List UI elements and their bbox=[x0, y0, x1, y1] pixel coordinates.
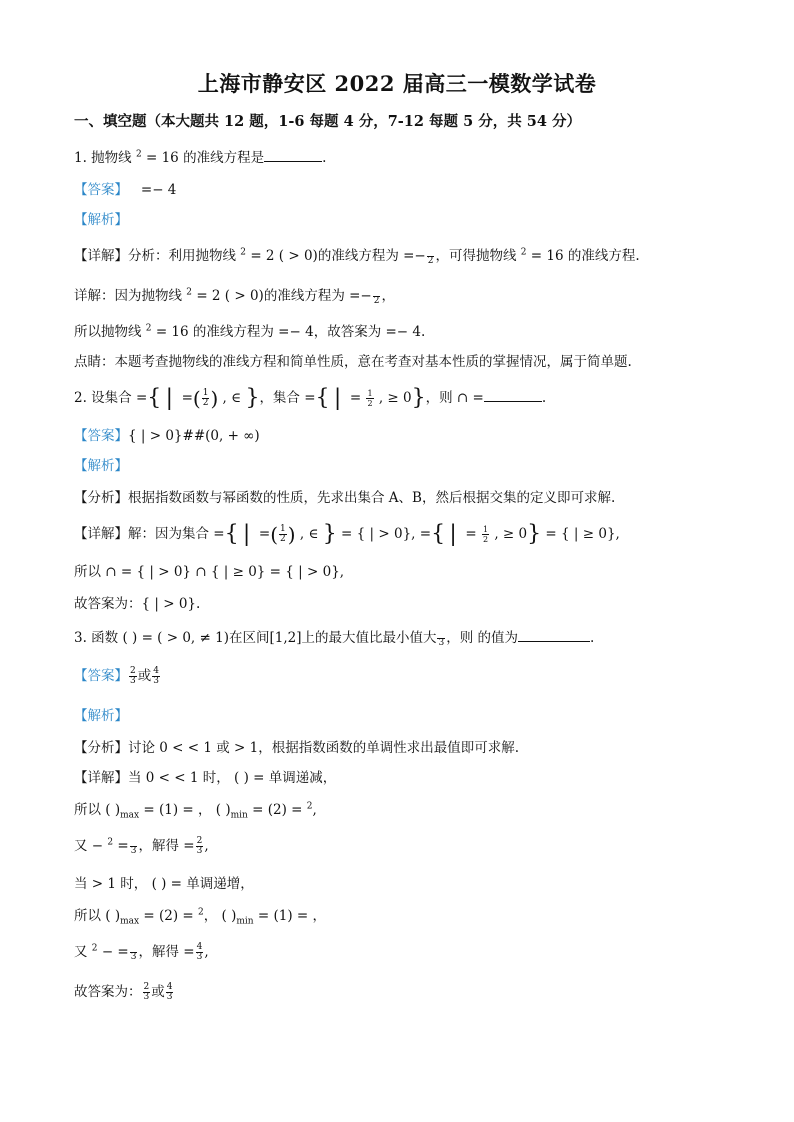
question-1-analysis-tag: 【解析】 bbox=[74, 212, 128, 228]
question-3-fenxi: 【分析】讨论 0 < < 1 或 > 1，根据指数函数的单调性求出最值即可求解. bbox=[74, 740, 520, 756]
question-2-analysis-tag: 【解析】 bbox=[74, 458, 128, 474]
question-3-detail-2: 所以 ( )$_{max} = (1)$ = ， ( )$_{min} = (2) = ^2$, bbox=[74, 801, 317, 821]
question-2-detail-2: 所以 ∩ = { | > 0} ∩ { | ≥ 0} = { | > 0}, bbox=[74, 564, 345, 580]
question-3-detail-5: 所以 ( )$_{max} = (2) = ^2$， ( )$_{min} = (1)$ = ， bbox=[74, 907, 327, 927]
question-2-detail: 【详解】解：因为集合 ={ | =( $\frac{1}{2}$ ) , ∈ } = { | > 0}, ={ | = $\frac{1}{2}$ , ≥ 0} = { | ≥ 0}, bbox=[74, 521, 620, 547]
answer-blank bbox=[484, 389, 542, 402]
question-1-answer: 【答案】 =− 4 bbox=[74, 182, 177, 198]
question-1-remark: 点睛：本题考查抛物线的准线方程和简单性质，意在考查对基本性质的掌握情况，属于简单题. bbox=[74, 354, 632, 370]
question-3-stem: 3. 函数 ( ) = ( > 0, ≠ 1)在区间[1,2]上的最大值比最小值大 3 ，则 的值为 . bbox=[74, 630, 595, 648]
page-title: 上海市静安区 2022 届高三一模数学试卷 bbox=[197, 71, 597, 96]
question-1-detail-2: 详解：因为抛物线 $^2$ = 2 ( > 0)的准线方程为 =− 2 ， bbox=[74, 287, 395, 306]
question-2-answer: 【答案】{ | > 0}##(0, + ∞) bbox=[74, 428, 260, 444]
question-3-detail-4: 当 > 1 时， ( ) = 单调递增， bbox=[74, 876, 254, 892]
answer-blank bbox=[264, 149, 322, 162]
question-1-detail: 【详解】分析：利用抛物线 $^2$ = 2 ( > 0)的准线方程为 =− 2 ，可得抛物线 $^2$ = 16 的准线方程. bbox=[74, 247, 640, 266]
answer-blank bbox=[518, 629, 590, 642]
question-2-stem: 2. 设集合 ={ | =( $\frac{1}{2}$ ) , ∈ }，集合 ={ | = $\frac{1}{2}$ , ≥ 0}，则 ∩ = . bbox=[74, 385, 547, 411]
question-1-stem: 1. 抛物线 $^2$ = 16 的准线方程是 . bbox=[74, 149, 327, 166]
question-2-fenxi: 【分析】根据指数函数与幂函数的性质，先求出集合 A、B，然后根据交集的定义即可求解. bbox=[74, 490, 616, 506]
question-3-detail-3: 又 − $^2$ = 3 ，解得 = $\frac{2}{3}$ , bbox=[74, 836, 209, 856]
section-heading: 一、填空题（本大题共 12 题，1-6 每题 4 分，7-12 每题 5 分，共 54 分） bbox=[74, 113, 581, 130]
question-2-detail-3: 故答案为：{ | > 0}. bbox=[74, 596, 201, 612]
question-3-conclusion: 故答案为： $\frac{2}{3}$ 或 $\frac{4}{3}$ bbox=[74, 982, 173, 1002]
question-3-detail-6: 又 $^2$ − = 3 ，解得 = $\frac{4}{3}$ , bbox=[74, 942, 209, 962]
question-3-answer: 【答案】 $\frac{2}{3}$ 或 $\frac{4}{3}$ bbox=[74, 666, 159, 686]
question-3-detail: 【详解】当 0 < < 1 时， ( ) = 单调递减， bbox=[74, 770, 337, 786]
question-1-detail-3: 所以抛物线 $^2$ = 16 的准线方程为 =− 4，故答案为 =− 4. bbox=[74, 323, 426, 340]
question-3-analysis-tag: 【解析】 bbox=[74, 708, 128, 724]
